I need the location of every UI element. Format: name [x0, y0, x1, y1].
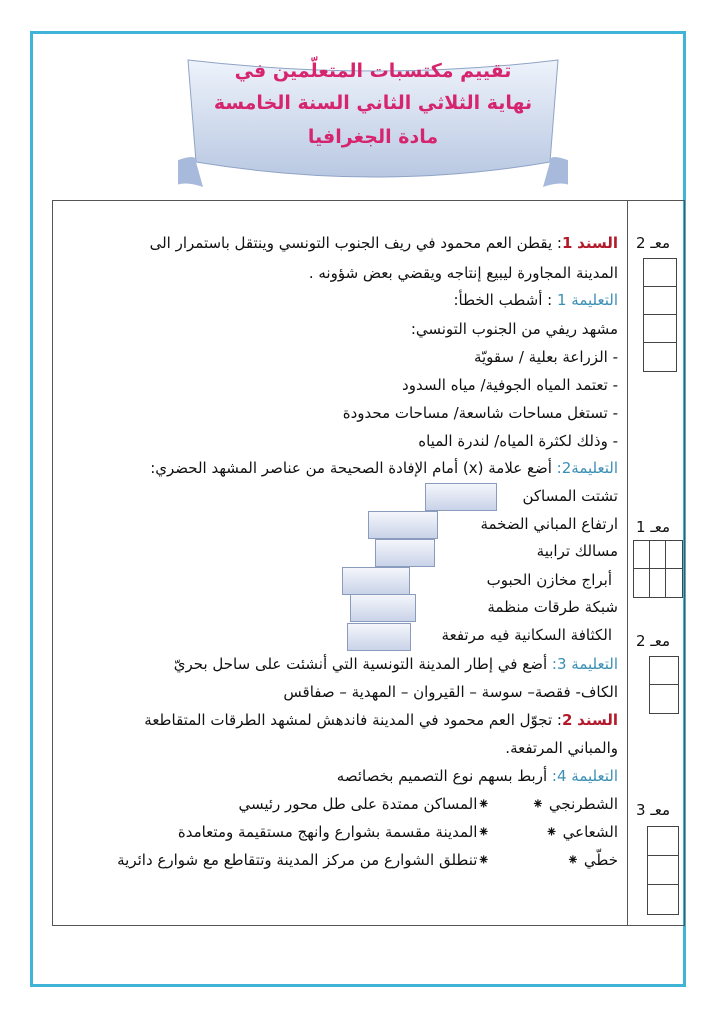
design-type: الشطرنجي ⁕: [531, 795, 618, 813]
inst3-text: أضع في إطار المدينة التونسية التي أنشئت على ساحل بحريّ: [173, 655, 552, 673]
design-feature: ⁕المساكن ممتدة على طل محور رئيسي: [238, 795, 490, 813]
inst2-item: مسالك ترابية: [536, 542, 618, 560]
design-type: الشعاعي ⁕: [545, 823, 618, 841]
doc1-sep: :: [556, 234, 562, 252]
inst2-item: شبكة طرقات منظمة: [487, 598, 618, 616]
score-box: [643, 286, 677, 316]
answer-checkbox[interactable]: [350, 594, 416, 622]
inst3-options: الكاف- فقصة– سوسة – القيروان – المهدية – صفاقس: [283, 683, 618, 701]
inst2-item: أبراج مخازن الحبوب: [486, 571, 612, 589]
inst4-text: أربط بسهم نوع التصميم بخصائصه: [336, 767, 552, 785]
inst3-label: التعليمة 3:: [551, 655, 618, 673]
title-line-3: مادة الجغرافيا: [307, 126, 439, 148]
score-box: [647, 855, 679, 886]
design-feature: ⁕تنطلق الشوارع من مركز المدينة وتتقاطع مع شوارع دائرية: [117, 851, 490, 869]
score-column-divider: [627, 200, 628, 926]
doc1-text: يقطن العم محمود في ريف الجنوب التونسي وينتقل باستمرار الى: [149, 234, 557, 252]
criterion-label: معـ 3: [636, 801, 670, 819]
doc2-text-2: والمباني المرتفعة.: [505, 739, 618, 757]
score-box: [649, 656, 679, 686]
score-box: [647, 884, 679, 915]
inst4-label: التعليمة 4:: [551, 767, 618, 785]
inst2-label: التعليمة2:: [556, 459, 618, 477]
inst1-item: - تستغل مساحات شاسعة/ مساحات محدودة: [342, 404, 618, 422]
doc1-text-2: المدينة المجاورة ليبيع إنتاجه ويقضي بعض شؤونه .: [308, 264, 618, 282]
score-box: [647, 826, 679, 857]
doc2-num: 2: [561, 711, 573, 729]
doc2-label: السند: [577, 711, 618, 729]
inst2-item: الكثافة السكانية فيه مرتفعة: [441, 626, 612, 644]
title-banner: [178, 52, 568, 192]
inst2-item: ارتفاع المباني الضخمة: [480, 515, 618, 533]
score-box: [643, 258, 677, 288]
inst1-item: - الزراعة بعلية / سقويّة: [473, 348, 618, 366]
answer-checkbox[interactable]: [347, 623, 411, 651]
answer-checkbox[interactable]: [342, 567, 410, 595]
criterion-label: معـ 2: [636, 632, 670, 650]
inst1-label: التعليمة 1: [556, 291, 618, 309]
doc1-num: 1: [561, 234, 573, 252]
answer-checkbox[interactable]: [368, 511, 438, 539]
title-line-1: تقييم مكتسبات المتعلّمين في: [234, 60, 512, 82]
inst2-text: أضع علامة (x) أمام الإفادة الصحيحة من عناصر المشهد الحضري:: [150, 459, 557, 477]
title-line-2: نهاية الثلاثي الثاني السنة الخامسة: [213, 92, 533, 114]
score-box: [665, 568, 683, 598]
design-type: خطّي ⁕: [566, 851, 618, 869]
criterion-label: معـ 1: [636, 518, 670, 536]
criterion-label: معـ 2: [636, 234, 670, 252]
inst2-item: تشتت المساكن: [522, 487, 618, 505]
score-box: [649, 684, 679, 714]
answer-checkbox[interactable]: [425, 483, 497, 511]
score-box: [643, 342, 677, 372]
score-box: [665, 540, 683, 570]
inst1-intro: مشهد ريفي من الجنوب التونسي:: [410, 320, 618, 338]
design-feature: ⁕المدينة مقسمة بشوارع وانهج مستقيمة ومتعامدة: [177, 823, 490, 841]
inst1-text: : أشطب الخطأ:: [453, 291, 557, 309]
doc1-label: السند: [577, 234, 618, 252]
answer-checkbox[interactable]: [375, 539, 435, 567]
score-box: [643, 314, 677, 344]
doc2-text: : تجوّل العم محمود في المدينة فاندهش لمشهد الطرقات المتقاطعة: [144, 711, 562, 729]
inst1-item: - وذلك لكثرة المياه/ لندرة المياه: [418, 432, 618, 450]
inst1-item: - تعتمد المياه الجوفية/ مياه السدود: [402, 376, 618, 394]
